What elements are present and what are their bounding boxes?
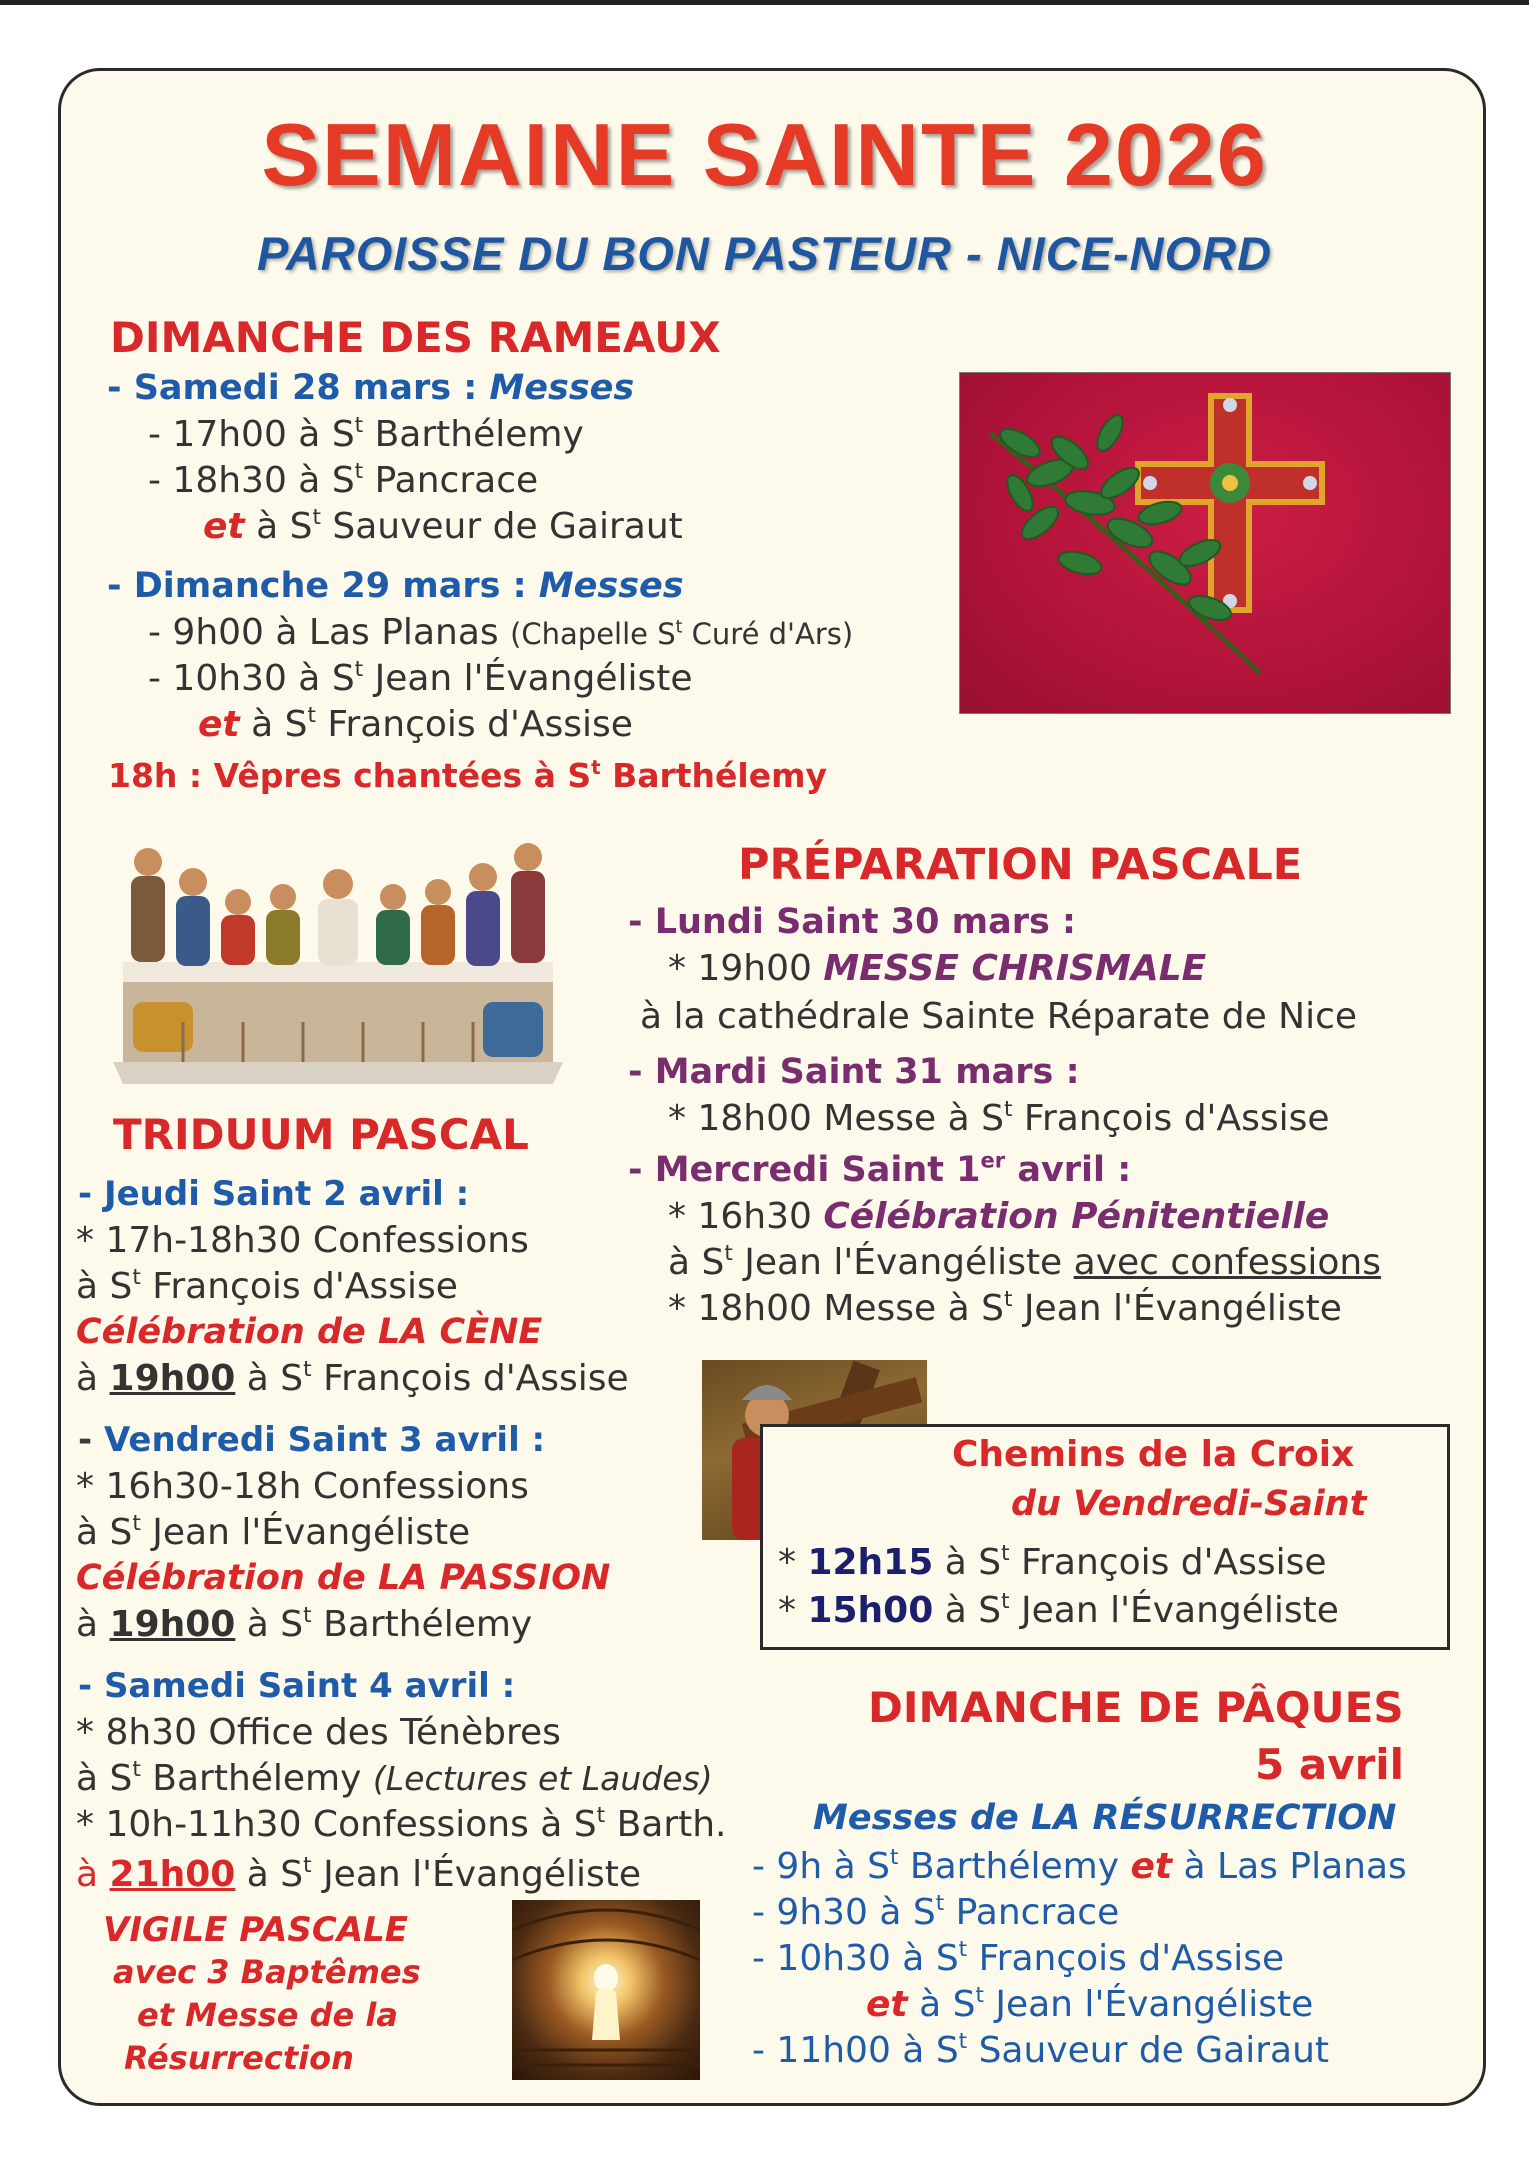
samedi-line2: à $S^t$ Barthélemy (Lectures et Laudes)	[76, 1756, 713, 1799]
samedi-line1: * 8h30 Office des Ténèbres	[76, 1712, 561, 1753]
vendredi-line3: Célébration de LA PASSION	[76, 1558, 611, 1598]
empty-tomb-picture	[512, 1900, 700, 2080]
vigile-line4: Résurrection	[124, 2039, 354, 2077]
jeudi-line2: à $S^t$ François d'Assise	[76, 1264, 458, 1307]
lundi-label: - Lundi Saint 30 mars :	[628, 902, 1076, 942]
mercredi-line2: à $S^t$ Jean l'Évangéliste avec confessions	[668, 1240, 1381, 1283]
paques-heading: DIMANCHE DE PÂQUES	[868, 1683, 1404, 1732]
croix-title-line1: Chemins de la Croix	[952, 1434, 1355, 1475]
vigile-line1: VIGILE PASCALE	[103, 1910, 409, 1950]
rameaux-sun-line1: - 9h00 à Las Planas (Chapelle $S^t$ Curé d'Ars)	[148, 612, 854, 653]
rameaux-heading: DIMANCHE DES RAMEAUX	[110, 313, 721, 362]
mardi-line1: * 18h00 Messe à $S^t$ François d'Assise	[668, 1096, 1330, 1139]
parish-subtitle: PAROISSE DU BON PASTEUR - NICE-NORD	[256, 227, 1273, 280]
triduum-heading: TRIDUUM PASCAL	[113, 1110, 529, 1159]
croix-line2: * 15h00 à $S^t$ Jean l'Évangéliste	[778, 1588, 1339, 1631]
rameaux-saturday-label: - Samedi 28 mars : Messes	[107, 368, 635, 408]
rameaux-sat-line1: - 17h00 à $S^t$ Barthélemy	[148, 412, 584, 455]
mardi-label: - Mardi Saint 31 mars :	[628, 1052, 1080, 1092]
jeudi-line4: à 19h00 à $S^t$ François d'Assise	[76, 1356, 629, 1399]
mercredi-line1: * 16h30 Célébration Pénitentielle	[668, 1196, 1330, 1237]
jeudi-label: - Jeudi Saint 2 avril :	[78, 1174, 470, 1214]
mercredi-label: - Mercredi Saint 1er avril :	[628, 1148, 1132, 1190]
vendredi-line1: * 16h30-18h Confessions	[76, 1466, 529, 1507]
last-supper-picture	[103, 822, 573, 1084]
palm-cross-picture	[960, 373, 1450, 713]
preparation-heading: PRÉPARATION PASCALE	[738, 840, 1303, 890]
rameaux-sun-line2: - 10h30 à $S^t$ Jean l'Évangéliste	[148, 656, 693, 699]
rameaux-sun-line3: et à $S^t$ François d'Assise	[198, 702, 633, 745]
rameaux-sat-line3: et à $S^t$ Sauveur de Gairaut	[203, 504, 683, 547]
lundi-line2: à la cathédrale Sainte Réparate de Nice	[640, 996, 1358, 1037]
paques-line4: et à $S^t$ Jean l'Évangéliste	[866, 1982, 1314, 2025]
paques-line5: - 11h00 à $S^t$ Sauveur de Gairaut	[752, 2028, 1330, 2071]
vigile-line3: et Messe de la	[137, 1996, 398, 2034]
vigile-line2: avec 3 Baptêmes	[113, 1953, 421, 1991]
croix-title-line2: du Vendredi-Saint	[1011, 1484, 1367, 1524]
mercredi-line3: * 18h00 Messe à $S^t$ Jean l'Évangéliste	[668, 1286, 1342, 1329]
jeudi-line3: Célébration de LA CÈNE	[76, 1312, 543, 1352]
samedi-label: - Samedi Saint 4 avril :	[78, 1666, 516, 1706]
rameaux-sat-line2: - 18h30 à $S^t$ Pancrace	[148, 458, 539, 501]
paques-line3: - 10h30 à $S^t$ François d'Assise	[752, 1936, 1285, 1979]
croix-line1: * 12h15 à $S^t$ François d'Assise	[778, 1540, 1327, 1583]
vendredi-line2: à $S^t$ Jean l'Évangéliste	[76, 1510, 471, 1553]
top-edge-line	[0, 0, 1529, 5]
lundi-line1: * 19h00 MESSE CHRISMALE	[668, 948, 1207, 989]
rameaux-vepres: 18h : Vêpres chantées à $S^t$ Barthélemy	[108, 756, 828, 795]
vendredi-label: - Vendredi Saint 3 avril :	[78, 1420, 546, 1460]
page-title: SEMAINE SAINTE 2026	[261, 105, 1268, 204]
rameaux-sunday-label: - Dimanche 29 mars : Messes	[107, 566, 684, 606]
paques-line1: - 9h à $S^t$ Barthélemy et à Las Planas	[752, 1844, 1407, 1887]
jeudi-line1: * 17h-18h30 Confessions	[76, 1220, 529, 1261]
paques-date: 5 avril	[1255, 1740, 1405, 1789]
samedi-line4: à 21h00 à $S^t$ Jean l'Évangéliste	[76, 1852, 642, 1895]
samedi-line3: * 10h-11h30 Confessions à $S^t$ Barth.	[76, 1802, 727, 1845]
paques-messes: Messes de LA RÉSURRECTION	[813, 1798, 1397, 1838]
vendredi-line4: à 19h00 à $S^t$ Barthélemy	[76, 1602, 533, 1645]
paques-line2: - 9h30 à $S^t$ Pancrace	[752, 1890, 1120, 1933]
